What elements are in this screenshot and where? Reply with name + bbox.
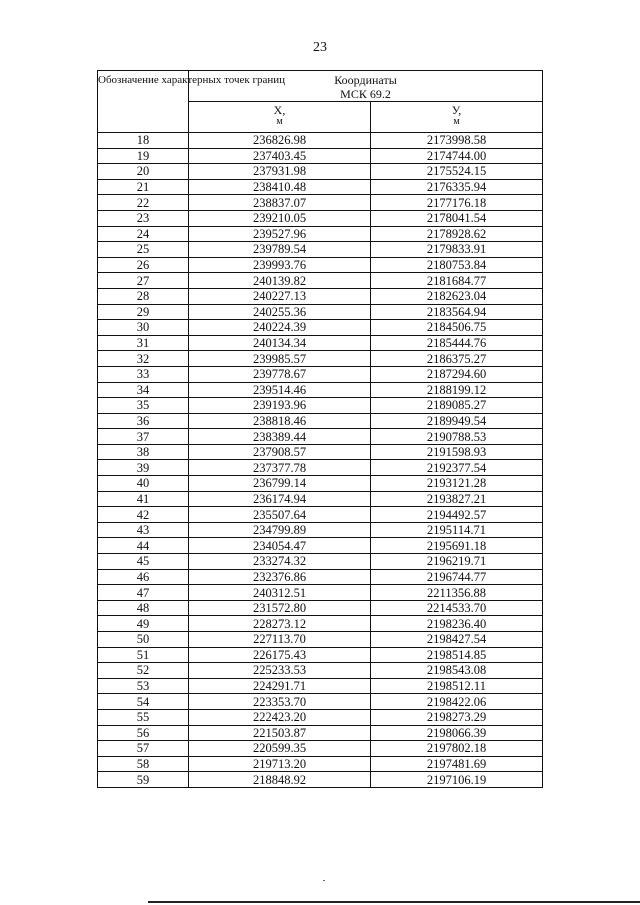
x-coordinate-cell: 220599.35 bbox=[189, 741, 371, 757]
y-coordinate-cell: 2189085.27 bbox=[371, 398, 543, 414]
x-coordinate-cell: 239985.57 bbox=[189, 351, 371, 367]
table-row bbox=[98, 133, 543, 149]
x-coordinate-cell: 234799.89 bbox=[189, 522, 371, 538]
point-cell: 53 bbox=[98, 678, 189, 694]
point-cell: 40 bbox=[98, 476, 189, 492]
y-coordinate-cell: 2184506.75 bbox=[371, 320, 543, 336]
y-coordinate-cell: 2194492.57 bbox=[371, 507, 543, 523]
x-coordinate-cell: 239514.46 bbox=[189, 382, 371, 398]
table-row bbox=[98, 725, 543, 741]
y-coordinate-cell: 2198427.54 bbox=[371, 632, 543, 648]
y-coordinate-cell: 2198512.11 bbox=[371, 678, 543, 694]
point-cell: 25 bbox=[98, 242, 189, 258]
table-row bbox=[98, 772, 543, 788]
point-cell: 30 bbox=[98, 320, 189, 336]
point-cell: 29 bbox=[98, 304, 189, 320]
point-cell: 24 bbox=[98, 226, 189, 242]
y-coordinate-cell: 2179833.91 bbox=[371, 242, 543, 258]
point-cell: 59 bbox=[98, 772, 189, 788]
point-cell: 23 bbox=[98, 210, 189, 226]
y-coordinate-cell: 2186375.27 bbox=[371, 351, 543, 367]
scan-dot bbox=[323, 880, 325, 881]
table-row bbox=[98, 663, 543, 679]
point-cell: 36 bbox=[98, 413, 189, 429]
point-cell: 58 bbox=[98, 756, 189, 772]
table-row bbox=[98, 320, 543, 336]
table-row bbox=[98, 288, 543, 304]
point-cell: 20 bbox=[98, 164, 189, 180]
x-coordinate-cell: 224291.71 bbox=[189, 678, 371, 694]
y-coordinate-cell: 2183564.94 bbox=[371, 304, 543, 320]
point-cell: 48 bbox=[98, 600, 189, 616]
point-cell: 54 bbox=[98, 694, 189, 710]
y-coordinate-cell: 2197802.18 bbox=[371, 741, 543, 757]
point-cell: 47 bbox=[98, 585, 189, 601]
y-coordinate-cell: 2195114.71 bbox=[371, 522, 543, 538]
point-cell: 18 bbox=[98, 133, 189, 149]
point-cell: 42 bbox=[98, 507, 189, 523]
y-coordinate-cell: 2178041.54 bbox=[371, 210, 543, 226]
y-coordinate-cell: 2189949.54 bbox=[371, 413, 543, 429]
table-row bbox=[98, 632, 543, 648]
table-row bbox=[98, 491, 543, 507]
y-coordinate-cell: 2198066.39 bbox=[371, 725, 543, 741]
y-coordinate-cell: 2174744.00 bbox=[371, 148, 543, 164]
y-coordinate-cell: 2181684.77 bbox=[371, 273, 543, 289]
table-row bbox=[98, 444, 543, 460]
point-cell: 19 bbox=[98, 148, 189, 164]
x-coordinate-cell: 237908.57 bbox=[189, 444, 371, 460]
y-coordinate-cell: 2191598.93 bbox=[371, 444, 543, 460]
x-coordinate-cell: 223353.70 bbox=[189, 694, 371, 710]
table-row bbox=[98, 273, 543, 289]
point-cell: 26 bbox=[98, 257, 189, 273]
y-coordinate-cell: 2214533.70 bbox=[371, 600, 543, 616]
bottom-edge-rule bbox=[148, 901, 640, 903]
x-coordinate-cell: 238389.44 bbox=[189, 429, 371, 445]
table-row bbox=[98, 538, 543, 554]
table-row bbox=[98, 709, 543, 725]
point-cell: 34 bbox=[98, 382, 189, 398]
table-row bbox=[98, 257, 543, 273]
point-cell: 37 bbox=[98, 429, 189, 445]
table-row bbox=[98, 554, 543, 570]
x-coordinate-cell: 240255.36 bbox=[189, 304, 371, 320]
x-coordinate-cell: 233274.32 bbox=[189, 554, 371, 570]
y-coordinate-cell: 2185444.76 bbox=[371, 335, 543, 351]
table-row bbox=[98, 413, 543, 429]
coordinates-table-body bbox=[98, 71, 543, 788]
point-cell: 44 bbox=[98, 538, 189, 554]
x-coordinate-cell: 239778.67 bbox=[189, 366, 371, 382]
x-coordinate-cell: 240224.39 bbox=[189, 320, 371, 336]
y-column-header bbox=[371, 102, 543, 133]
table-row bbox=[98, 756, 543, 772]
table-row bbox=[98, 382, 543, 398]
x-coordinate-cell: 218848.92 bbox=[189, 772, 371, 788]
point-cell: 38 bbox=[98, 444, 189, 460]
table-row bbox=[98, 694, 543, 710]
point-cell: 56 bbox=[98, 725, 189, 741]
table-row bbox=[98, 366, 543, 382]
y-coordinate-cell: 2198514.85 bbox=[371, 647, 543, 663]
x-coordinate-cell: 240139.82 bbox=[189, 273, 371, 289]
y-coordinate-cell: 2182623.04 bbox=[371, 288, 543, 304]
point-cell: 49 bbox=[98, 616, 189, 632]
x-coordinate-cell: 237931.98 bbox=[189, 164, 371, 180]
point-cell: 50 bbox=[98, 632, 189, 648]
y-coordinate-cell: 2196744.77 bbox=[371, 569, 543, 585]
y-coordinate-cell: 2173998.58 bbox=[371, 133, 543, 149]
point-cell: 41 bbox=[98, 491, 189, 507]
y-column-label: У, bbox=[451, 103, 462, 117]
table-row bbox=[98, 226, 543, 242]
x-coordinate-cell: 238818.46 bbox=[189, 413, 371, 429]
point-cell: 39 bbox=[98, 460, 189, 476]
coordinates-table bbox=[97, 70, 543, 788]
x-coordinate-cell: 239210.05 bbox=[189, 210, 371, 226]
x-coordinate-cell: 235507.64 bbox=[189, 507, 371, 523]
point-cell: 32 bbox=[98, 351, 189, 367]
page-number: 23 bbox=[313, 40, 327, 55]
point-cell: 55 bbox=[98, 709, 189, 725]
x-coordinate-cell: 237377.78 bbox=[189, 460, 371, 476]
x-coordinate-cell: 236799.14 bbox=[189, 476, 371, 492]
table-row bbox=[98, 195, 543, 211]
x-coordinate-cell: 238410.48 bbox=[189, 179, 371, 195]
table-row bbox=[98, 242, 543, 258]
y-coordinate-cell: 2187294.60 bbox=[371, 366, 543, 382]
coordinates-title: Координаты bbox=[334, 73, 397, 87]
point-designation-header: Обозначение характерных точек границ bbox=[98, 71, 189, 133]
y-coordinate-cell: 2198543.08 bbox=[371, 663, 543, 679]
y-coordinate-cell: 2193827.21 bbox=[371, 491, 543, 507]
table-row bbox=[98, 647, 543, 663]
y-coordinate-cell: 2177176.18 bbox=[371, 195, 543, 211]
y-coordinate-cell: 2197106.19 bbox=[371, 772, 543, 788]
table-row bbox=[98, 164, 543, 180]
table-row bbox=[98, 460, 543, 476]
y-coordinate-cell: 2178928.62 bbox=[371, 226, 543, 242]
table-row bbox=[98, 304, 543, 320]
x-coordinate-cell: 236826.98 bbox=[189, 133, 371, 149]
x-coordinate-cell: 239789.54 bbox=[189, 242, 371, 258]
x-coordinate-cell: 219713.20 bbox=[189, 756, 371, 772]
x-coordinate-cell: 226175.43 bbox=[189, 647, 371, 663]
table-row bbox=[98, 522, 543, 538]
y-coordinate-cell: 2176335.94 bbox=[371, 179, 543, 195]
y-coordinate-cell: 2192377.54 bbox=[371, 460, 543, 476]
table-row bbox=[98, 179, 543, 195]
x-column-label: X, bbox=[273, 103, 286, 117]
point-cell: 28 bbox=[98, 288, 189, 304]
table-row bbox=[98, 616, 543, 632]
point-cell: 57 bbox=[98, 741, 189, 757]
table-row bbox=[98, 507, 543, 523]
x-coordinate-cell: 221503.87 bbox=[189, 725, 371, 741]
x-coordinate-cell: 240312.51 bbox=[189, 585, 371, 601]
y-coordinate-cell: 2196219.71 bbox=[371, 554, 543, 570]
table-row bbox=[98, 429, 543, 445]
y-coordinate-cell: 2175524.15 bbox=[371, 164, 543, 180]
x-coordinate-cell: 236174.94 bbox=[189, 491, 371, 507]
x-coordinate-cell: 231572.80 bbox=[189, 600, 371, 616]
x-coordinate-cell: 238837.07 bbox=[189, 195, 371, 211]
point-cell: 46 bbox=[98, 569, 189, 585]
x-coordinate-cell: 240227.13 bbox=[189, 288, 371, 304]
y-coordinate-cell: 2198273.29 bbox=[371, 709, 543, 725]
x-coordinate-cell: 232376.86 bbox=[189, 569, 371, 585]
x-coordinate-cell: 239993.76 bbox=[189, 257, 371, 273]
point-cell: 27 bbox=[98, 273, 189, 289]
point-cell: 22 bbox=[98, 195, 189, 211]
point-cell: 31 bbox=[98, 335, 189, 351]
x-coordinate-cell: 222423.20 bbox=[189, 709, 371, 725]
point-cell: 43 bbox=[98, 522, 189, 538]
x-column-unit: м bbox=[276, 116, 283, 127]
table-row bbox=[98, 148, 543, 164]
y-coordinate-cell: 2190788.53 bbox=[371, 429, 543, 445]
table-row bbox=[98, 476, 543, 492]
point-cell: 33 bbox=[98, 366, 189, 382]
table-row bbox=[98, 741, 543, 757]
point-cell: 45 bbox=[98, 554, 189, 570]
y-coordinate-cell: 2188199.12 bbox=[371, 382, 543, 398]
y-coordinate-cell: 2211356.88 bbox=[371, 585, 543, 601]
x-coordinate-cell: 228273.12 bbox=[189, 616, 371, 632]
table-row bbox=[98, 335, 543, 351]
table-header-row bbox=[98, 71, 543, 102]
table-row bbox=[98, 569, 543, 585]
table-row bbox=[98, 678, 543, 694]
x-coordinate-cell: 227113.70 bbox=[189, 632, 371, 648]
x-column-header bbox=[189, 102, 371, 133]
table-row bbox=[98, 585, 543, 601]
point-cell: 51 bbox=[98, 647, 189, 663]
y-coordinate-cell: 2198236.40 bbox=[371, 616, 543, 632]
table-row bbox=[98, 351, 543, 367]
y-coordinate-cell: 2195691.18 bbox=[371, 538, 543, 554]
y-coordinate-cell: 2198422.06 bbox=[371, 694, 543, 710]
table-row bbox=[98, 600, 543, 616]
y-coordinate-cell: 2197481.69 bbox=[371, 756, 543, 772]
y-column-unit: м bbox=[453, 116, 460, 127]
y-coordinate-cell: 2180753.84 bbox=[371, 257, 543, 273]
table-row bbox=[98, 398, 543, 414]
x-coordinate-cell: 239527.96 bbox=[189, 226, 371, 242]
x-coordinate-cell: 234054.47 bbox=[189, 538, 371, 554]
x-coordinate-cell: 237403.45 bbox=[189, 148, 371, 164]
point-cell: 35 bbox=[98, 398, 189, 414]
coordinate-system-label: МСК 69.2 bbox=[340, 87, 391, 101]
y-coordinate-cell: 2193121.28 bbox=[371, 476, 543, 492]
point-cell: 52 bbox=[98, 663, 189, 679]
x-coordinate-cell: 239193.96 bbox=[189, 398, 371, 414]
x-coordinate-cell: 225233.53 bbox=[189, 663, 371, 679]
table-row bbox=[98, 210, 543, 226]
point-cell: 21 bbox=[98, 179, 189, 195]
x-coordinate-cell: 240134.34 bbox=[189, 335, 371, 351]
